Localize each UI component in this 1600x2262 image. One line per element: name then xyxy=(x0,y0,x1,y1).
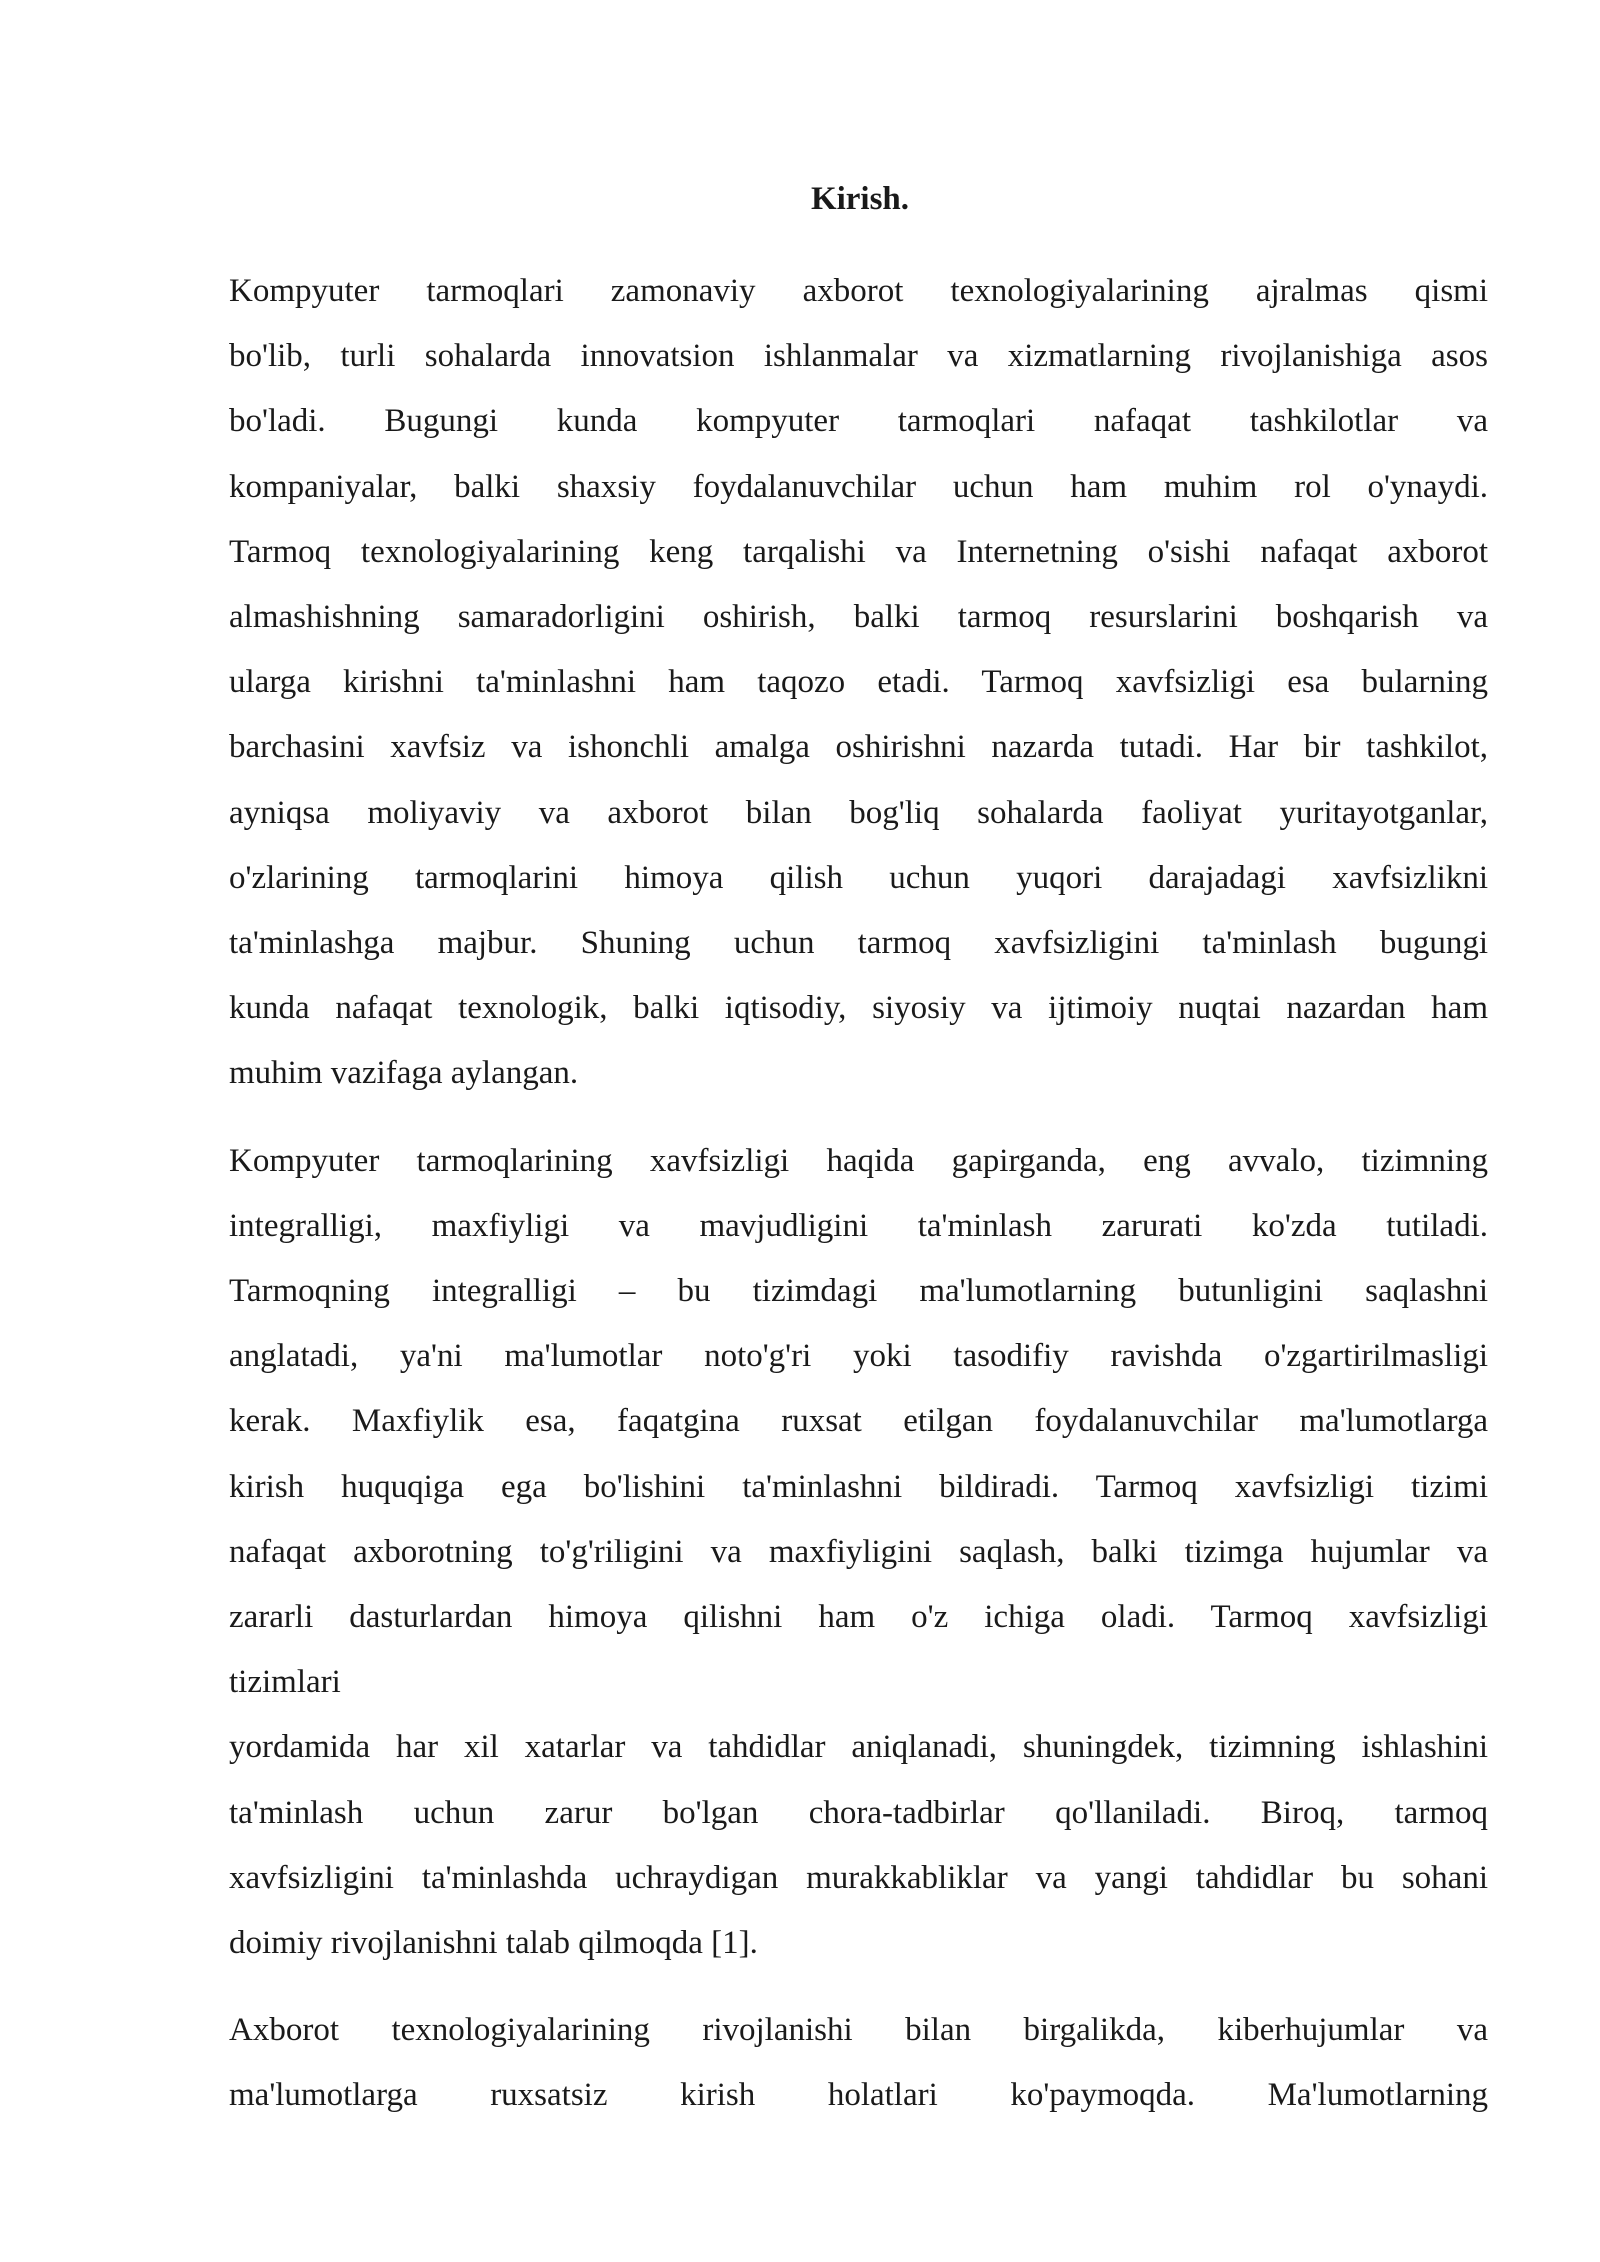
text-line: doimiy rivojlanishni talab qilmoqda [1]. xyxy=(229,1925,758,1962)
text-line: ta'minlashga majbur. Shuning uchun tarmoq xavfsizligini ta'minlash bugungi xyxy=(229,925,1488,962)
text-line: kunda nafaqat texnologik, balki iqtisodiy, siyosiy va ijtimoiy nuqtai nazardan ham xyxy=(229,990,1488,1027)
paragraph-1 xyxy=(229,259,1488,1107)
text-line: Tarmoqning integralligi – bu tizimdagi ma'lumotlarning butunligini saqlashni xyxy=(229,1273,1488,1310)
text-line: ma'lumotlarga ruxsatsiz kirish holatlari ko'paymoqda. Ma'lumotlarning xyxy=(229,2077,1488,2114)
text-line: kerak. Maxfiylik esa, faqatgina ruxsat etilgan foydalanuvchilar ma'lumotlarga xyxy=(229,1403,1488,1440)
text-line: yordamida har xil xatarlar va tahdidlar aniqlanadi, shuningdek, tizimning ishlashini xyxy=(229,1729,1488,1766)
paragraph-3 xyxy=(229,1998,1488,2128)
text-line: muhim vazifaga aylangan. xyxy=(229,1055,579,1092)
text-line: o'zlarining tarmoqlarini himoya qilish uchun yuqori darajadagi xavfsizlikni xyxy=(229,859,1488,896)
text-line: nafaqat axborotning to'g'riligini va maxfiyligini saqlash, balki tizimga hujumlar va xyxy=(229,1533,1488,1570)
text-line: Axborot texnologiyalarining rivojlanishi bilan birgalikda, kiberhujumlar va xyxy=(229,2012,1488,2049)
page-title: Kirish. xyxy=(810,181,910,217)
text-line: xavfsizligini ta'minlashda uchraydigan murakkabliklar va yangi tahdidlar bu sohani xyxy=(229,1859,1488,1896)
text-line: Kompyuter tarmoqlarining xavfsizligi haqida gapirganda, eng avvalo, tizimning xyxy=(229,1142,1488,1179)
text-line: kirish huquqiga ega bo'lishini ta'minlashni bildiradi. Tarmoq xavfsizligi tizimi xyxy=(229,1468,1488,1505)
text-line: Tarmoq texnologiyalarining keng tarqalishi va Internetning o'sishi nafaqat axborot xyxy=(229,533,1488,570)
text-line: tizimlari xyxy=(229,1664,341,1701)
text-line: zararli dasturlardan himoya qilishni ham o'z ichiga oladi. Tarmoq xavfsizligi xyxy=(229,1599,1488,1636)
text-line: integralligi, maxfiyligi va mavjudligini ta'minlash zarurati ko'zda tutiladi. xyxy=(229,1207,1488,1244)
text-line: ayniqsa moliyaviy va axborot bilan bog'liq sohalarda faoliyat yuritayotganlar, xyxy=(229,794,1488,831)
text-line: Kompyuter tarmoqlari zamonaviy axborot texnologiyalarining ajralmas qismi xyxy=(229,273,1488,309)
text-line: anglatadi, ya'ni ma'lumotlar noto'g'ri yoki tasodifiy ravishda o'zgartirilmasligi xyxy=(229,1338,1488,1375)
text-line: kompaniyalar, balki shaxsiy foydalanuvchilar uchun ham muhim rol o'ynaydi. xyxy=(229,468,1488,505)
text-line: ta'minlash uchun zarur bo'lgan chora-tadbirlar qo'llaniladi. Biroq, tarmoq xyxy=(229,1794,1488,1831)
text-line: ularga kirishni ta'minlashni ham taqozo etadi. Tarmoq xavfsizligi esa bularning xyxy=(229,664,1488,701)
text-line: bo'ladi. Bugungi kunda kompyuter tarmoqlari nafaqat tashkilotlar va xyxy=(229,403,1488,440)
paragraph-2 xyxy=(229,1129,1488,1977)
text-line: almashishning samaradorligini oshirish, balki tarmoq resurslarini boshqarish va xyxy=(229,599,1488,636)
text-line: bo'lib, turli sohalarda innovatsion ishlanmalar va xizmatlarning rivojlanishiga asos xyxy=(229,338,1488,375)
text-line: barchasini xavfsiz va ishonchli amalga oshirishni nazarda tutadi. Har bir tashkilot, xyxy=(229,729,1488,766)
document-body xyxy=(229,259,1488,2129)
